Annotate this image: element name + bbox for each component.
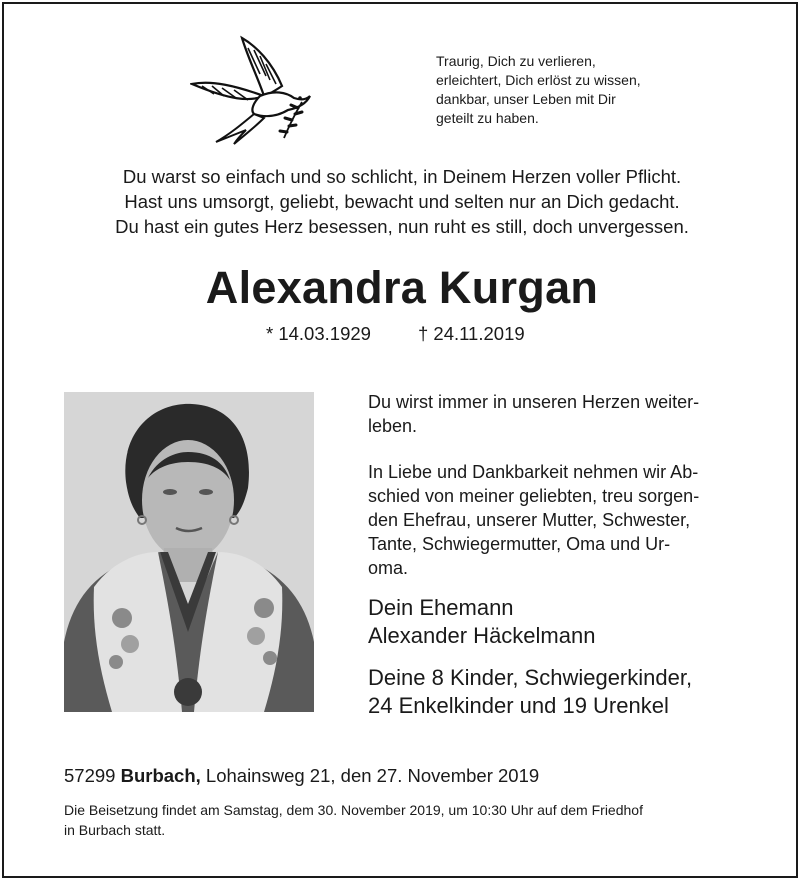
memorial-poem bbox=[4, 164, 800, 239]
street-and-date: Lohainsweg 21, den 27. November 2019 bbox=[205, 765, 540, 786]
funeral-notice bbox=[64, 800, 764, 840]
text-line: in Burbach statt. bbox=[64, 822, 166, 838]
signature-line: Deine 8 Kinder, Schwiegerkinder, bbox=[368, 665, 693, 690]
poem-line: Du warst so einfach und so schlicht, in Deinem Herzen voller Pflicht. bbox=[122, 166, 682, 187]
postcode: 57299 bbox=[64, 765, 116, 786]
obituary-notice bbox=[2, 2, 798, 878]
deceased-name: Alexandra Kurgan bbox=[205, 262, 599, 313]
signature-line: Dein Ehemann bbox=[368, 595, 514, 620]
husband-signature bbox=[368, 594, 746, 650]
text-line: leben. bbox=[368, 416, 418, 436]
signature-line: 24 Enkelkinder und 19 Urenkel bbox=[368, 693, 669, 718]
remembrance-text bbox=[368, 390, 746, 438]
text-line: oma. bbox=[368, 558, 409, 578]
text-line: Tante, Schwiegermutter, Oma und Ur- bbox=[368, 534, 671, 554]
verse-line: dankbar, unser Leben mit Dir bbox=[436, 91, 616, 107]
verse-line: erleichtert, Dich erlöst zu wissen, bbox=[436, 72, 641, 88]
poem-line: Du hast ein gutes Herz besessen, nun ruht es still, doch unvergessen. bbox=[115, 216, 689, 237]
address-line bbox=[64, 764, 539, 788]
portrait-photo bbox=[64, 392, 314, 712]
text-line: In Liebe und Dankbarkeit nehmen wir Ab- bbox=[368, 462, 699, 482]
children-signature bbox=[368, 664, 746, 720]
text-line: schied von meiner geliebten, treu sorgen- bbox=[368, 486, 700, 506]
opening-verse bbox=[436, 52, 736, 128]
birth-date: * 14.03.1929 bbox=[266, 323, 371, 344]
verse-line: Traurig, Dich zu verlieren, bbox=[436, 53, 596, 69]
dove-icon bbox=[190, 34, 314, 146]
text-line: Die Beisetzung findet am Samstag, dem 30. November 2019, um 10:30 Uhr auf dem Friedhof bbox=[64, 802, 643, 818]
farewell-text bbox=[368, 460, 746, 580]
town: Burbach, bbox=[120, 765, 201, 786]
verse-line: geteilt zu haben. bbox=[436, 110, 539, 126]
text-line: Du wirst immer in unseren Herzen weiter- bbox=[368, 392, 700, 412]
poem-line: Hast uns umsorgt, geliebt, bewacht und selten nur an Dich gedacht. bbox=[124, 191, 680, 212]
text-line: den Ehefrau, unserer Mutter, Schwester, bbox=[368, 510, 691, 530]
signature-line: Alexander Häckelmann bbox=[368, 623, 596, 648]
death-date: † 24.11.2019 bbox=[418, 323, 525, 344]
